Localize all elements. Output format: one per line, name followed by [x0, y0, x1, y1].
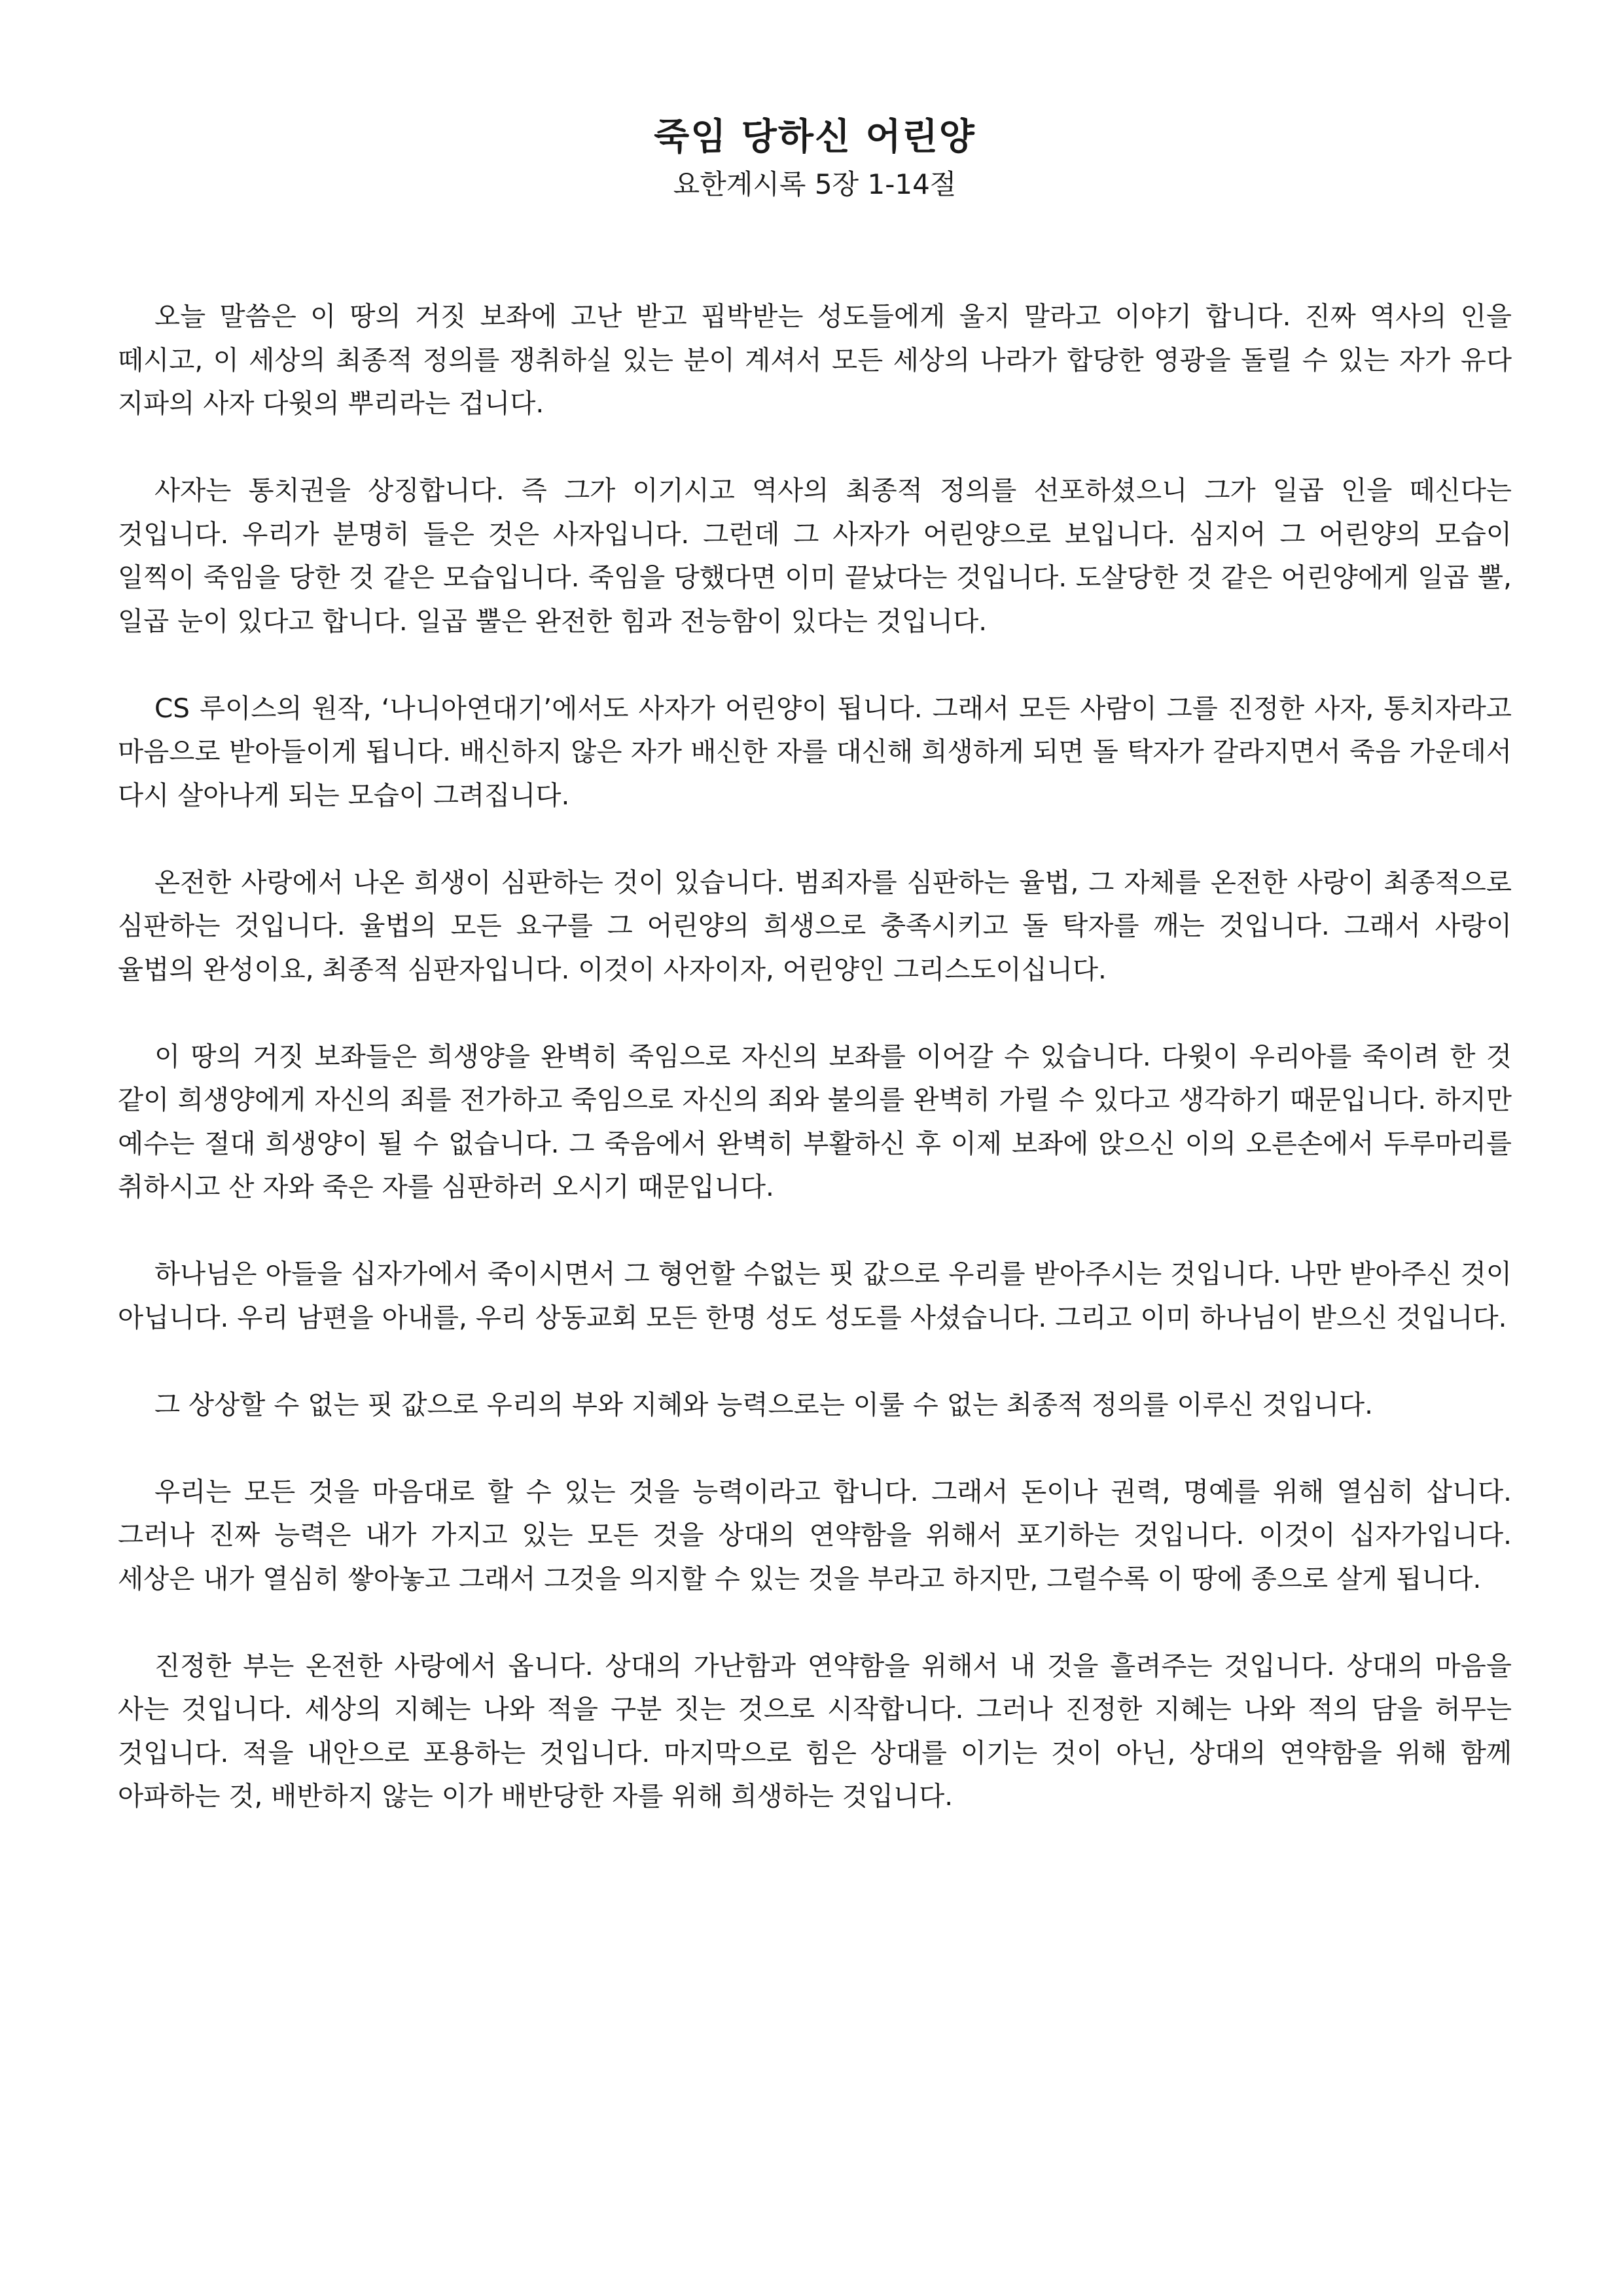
document-title: 죽임 당하신 어린양: [654, 116, 976, 158]
paragraph: CS 루이스의 원작, ‘나니아연대기’에서도 사자가 어린양이 됩니다. 그래서 모든 사람이 그를 진정한 사자, 통치자라고 마음으로 받아들이게 됩니다. 배신하지 않은 자가 배신한 자를 대신해 희생하게 되면 돌 탁자가 갈라지면서 죽음 가운데서 다시 살아나게 되는 모습이 그려집니다.: [118, 692, 1512, 811]
paragraph: 그 상상할 수 없는 핏 값으로 우리의 부와 지혜와 능력으로는 이룰 수 없는 최종적 정의를 이루신 것입니다.: [154, 1388, 1374, 1420]
document-body: [118, 295, 1512, 1818]
paragraph: 진정한 부는 온전한 사랑에서 옵니다. 상대의 가난함과 연약함을 위해서 내 것을 흘려주는 것입니다. 상대의 마음을 사는 것입니다. 세상의 지혜는 나와 적을 구분 짓는 것으로 시작합니다. 그러나 진정한 지혜는 나와 적의 담을 허무는 것입니다. 적을 내안으로 포용하는 것입니다. 마지막으로 힘은 상대를 이기는 것이 아닌, 상대의 연약함을 위해 함께 아파하는 것, 배반하지 않는 이가 배반당한 자를 위해 희생하는 것입니다.: [118, 1649, 1512, 1812]
paragraph: 우리는 모든 것을 마음대로 할 수 있는 것을 능력이라고 합니다. 그래서 돈이나 권력, 명예를 위해 열심히 삽니다. 그러나 진짜 능력은 내가 가지고 있는 모든 것을 상대의 연약함을 위해서 포기하는 것입니다. 이것이 십자가입니다. 세상은 내가 열심히 쌓아놓고 그래서 그것을 의지할 수 있는 것을 부라고 하지만, 그럴수록 이 땅에 종으로 살게 됩니다.: [118, 1475, 1512, 1594]
paragraph: 온전한 사랑에서 나온 희생이 심판하는 것이 있습니다. 범죄자를 심판하는 율법, 그 자체를 온전한 사랑이 최종적으로 심판하는 것입니다. 율법의 모든 요구를 그 어린양의 희생으로 충족시키고 돌 탁자를 깨는 것입니다. 그래서 사랑이 율법의 완성이요, 최종적 심판자입니다. 이것이 사자이자, 어린양인 그리스도이십니다.: [118, 866, 1512, 985]
paragraph: 사자는 통치권을 상징합니다. 즉 그가 이기시고 역사의 최종적 정의를 선포하셨으니 그가 일곱 인을 떼신다는 것입니다. 우리가 분명히 들은 것은 사자입니다. 그런데 그 사자가 어린양으로 보입니다. 심지어 그 어린양의 모습이 일찍이 죽임을 당한 것 같은 모습입니다. 죽임을 당했다면 이미 끝났다는 것입니다. 도살당한 것 같은 어린양에게 일곱 뿔, 일곱 눈이 있다고 합니다. 일곱 뿔은 완전한 힘과 전능함이 있다는 것입니다.: [118, 475, 1512, 637]
paragraph: 이 땅의 거짓 보좌들은 희생양을 완벽히 죽임으로 자신의 보좌를 이어갈 수 있습니다. 다윗이 우리아를 죽이려 한 것 같이 희생양에게 자신의 죄를 전가하고 죽임으로 자신의 죄와 불의를 완벽히 가릴 수 있다고 생각하기 때문입니다. 하지만 예수는 절대 희생양이 될 수 없습니다. 그 죽음에서 완벽히 부활하신 후 이제 보좌에 앉으신 이의 오른손에서 두루마리를 취하시고 산 자와 죽은 자를 심판하러 오시기 때문입니다.: [118, 1040, 1512, 1202]
paragraph: 하나님은 아들을 십자가에서 죽이시면서 그 형언할 수없는 핏 값으로 우리를 받아주시는 것입니다. 나만 받아주신 것이 아닙니다. 우리 남편을 아내를, 우리 상동교회 모든 한명 성도 성도를 사셨습니다. 그리고 이미 하나님이 받으신 것입니다.: [118, 1258, 1512, 1333]
document-subtitle: 요한계시록 5장 1-14절: [673, 168, 957, 200]
paragraph: 오늘 말씀은 이 땅의 거짓 보좌에 고난 받고 핍박받는 성도들에게 울지 말라고 이야기 합니다. 진짜 역사의 인을 떼시고, 이 세상의 최종적 정의를 쟁취하실 있는 분이 계셔서 모든 세상의 나라가 합당한 영광을 돌릴 수 있는 자가 유다 지파의 사자 다윗의 뿌리라는 겁니다.: [118, 300, 1512, 419]
